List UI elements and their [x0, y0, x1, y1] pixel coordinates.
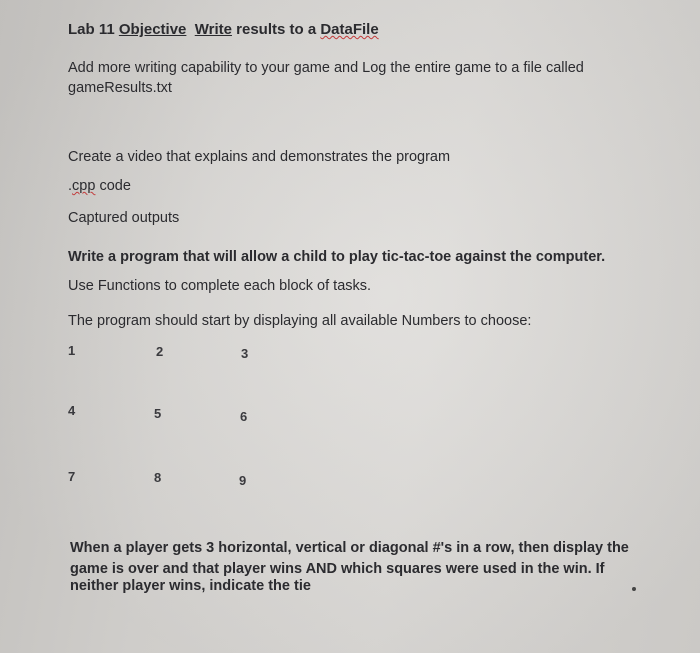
title-rest: results to a — [231, 21, 321, 38]
win-rule-line-1: When a player gets 3 horizontal, vertical or diagonal #'s in a row, then display the — [70, 540, 629, 556]
grid-number-2: 2 — [156, 344, 164, 359]
lab-title — [68, 21, 379, 38]
cpp-suffix: code — [95, 178, 131, 194]
cpp-word: cpp — [72, 178, 96, 194]
cpp-prefix: . — [68, 178, 73, 194]
title-datafile: DataFile — [320, 21, 379, 38]
cpp-requirement — [68, 178, 131, 194]
grid-number-8: 8 — [154, 470, 162, 485]
win-rule-post: If — [591, 561, 605, 577]
title-prefix: Lab 11 — [68, 21, 119, 38]
title-objective: Objective — [118, 21, 187, 38]
grid-number-7: 7 — [68, 469, 76, 484]
grid-number-5: 5 — [154, 406, 162, 421]
outputs-requirement: Captured outputs — [68, 210, 180, 226]
win-rule-line-2 — [70, 561, 605, 577]
grid-number-4: 4 — [68, 403, 76, 418]
intro-line-1: Add more writing capability to your game and Log the entire game to a file called — [68, 60, 584, 76]
grid-number-3: 3 — [241, 346, 249, 361]
grid-number-9: 9 — [239, 473, 247, 488]
title-write: Write — [194, 21, 232, 38]
task-main: Write a program that will allow a child to play tic-tac-toe against the computer. — [68, 249, 606, 265]
win-rule-emphasis: AND which squares were used in the win. — [305, 561, 592, 577]
grid-number-6: 6 — [240, 409, 248, 424]
intro-line-2: gameResults.txt — [68, 80, 172, 96]
video-requirement: Create a video that explains and demonstrates the program — [68, 149, 451, 165]
win-rule-line-3: neither player wins, indicate the tie — [70, 578, 311, 594]
grid-number-1: 1 — [68, 343, 76, 358]
stray-mark — [632, 587, 636, 591]
win-rule-pre: game is over and that player wins — [70, 561, 306, 577]
task-start: The program should start by displaying all available Numbers to choose: — [68, 313, 532, 329]
task-functions: Use Functions to complete each block of tasks. — [68, 278, 372, 294]
